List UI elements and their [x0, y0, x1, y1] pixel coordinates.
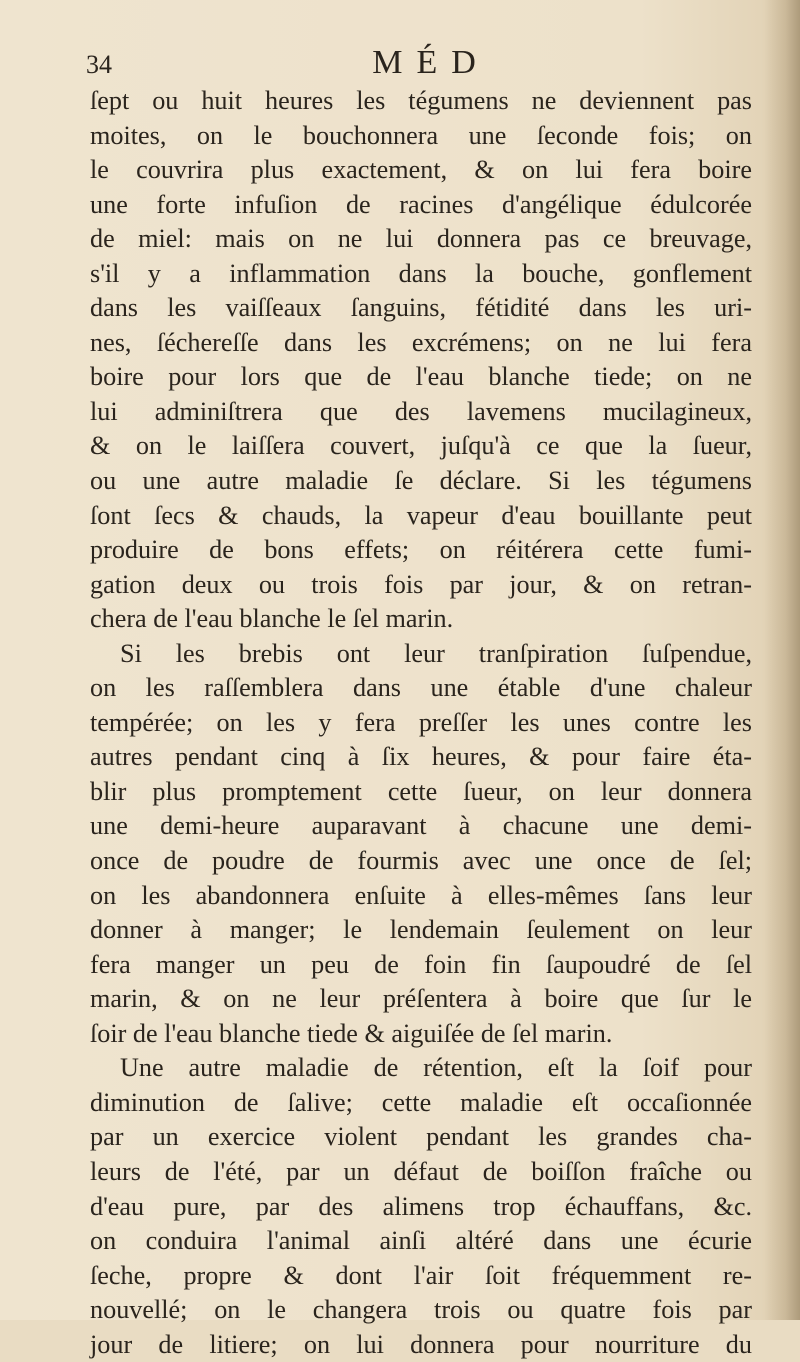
- text-line: tempérée; on les y fera preſſer les unes contre les: [90, 707, 752, 737]
- text-line: de miel: mais on ne lui donnera pas ce breuvage,: [90, 224, 752, 254]
- text-line: une demi-heure auparavant à chacune une demi-: [90, 811, 752, 841]
- page-header: [86, 44, 776, 88]
- text-line: on conduira l'animal ainſi altéré dans une écurie: [90, 1226, 752, 1256]
- text-line: le couvrira plus exactement, & on lui fera boire: [90, 155, 752, 185]
- text-line: marin, & on ne leur préſentera à boire que ſur le: [90, 984, 752, 1014]
- page-edge-shadow: [764, 0, 800, 1320]
- text-line: boire pour lors que de l'eau blanche tiede; on ne: [90, 362, 752, 392]
- text-line: autres pendant cinq à ſix heures, & pour faire éta-: [90, 742, 752, 772]
- text-line: nouvellé; on le changera trois ou quatre fois par: [90, 1295, 752, 1325]
- text-line: chera de l'eau blanche le ſel marin.: [90, 604, 454, 634]
- text-line: ſont ſecs & chauds, la vapeur d'eau bouillante peut: [90, 500, 752, 530]
- text-line: nes, ſéchereſſe dans les excrémens; on ne lui fera: [90, 327, 752, 357]
- text-line: Une autre maladie de rétention, eſt la ſoif pour: [120, 1053, 752, 1083]
- text-line: par un exercice violent pendant les grandes cha-: [90, 1122, 752, 1152]
- text-line: leurs de l'été, par un défaut de boiſſon fraîche ou: [90, 1156, 752, 1186]
- body-text: [90, 84, 752, 1362]
- text-line: d'eau pure, par des alimens trop échauffans, &c.: [90, 1191, 752, 1221]
- text-line: ſoir de l'eau blanche tiede & aiguiſée de ſel marin.: [90, 1018, 613, 1048]
- text-line: donner à manger; le lendemain ſeulement on leur: [90, 915, 752, 945]
- text-line: diminution de ſalive; cette maladie eſt occaſionnée: [90, 1087, 752, 1117]
- running-title: MÉD: [372, 44, 490, 81]
- text-line: blir plus promptement cette ſueur, on leur donnera: [90, 776, 752, 806]
- text-line: on les raſſemblera dans une étable d'une chaleur: [90, 673, 752, 703]
- text-line: lui adminiſtrera que des lavemens mucilagineux,: [90, 396, 752, 426]
- text-line: Si les brebis ont leur tranſpiration ſuſpendue,: [120, 638, 752, 668]
- text-line: dans les vaiſſeaux ſanguins, fétidité dans les uri-: [90, 293, 752, 323]
- text-line: on les abandonnera enſuite à elles-mêmes ſans leur: [90, 880, 752, 910]
- paragraph-2: [90, 637, 752, 1052]
- text-line: ſept ou huit heures les tégumens ne deviennent pas: [90, 86, 752, 115]
- text-line: gation deux ou trois fois par jour, & on retran-: [90, 569, 752, 599]
- text-line: produire de bons effets; on réitérera cette fumi-: [90, 535, 752, 565]
- text-line: once de poudre de fourmis avec une once de ſel;: [90, 846, 752, 876]
- text-line: une forte infuſion de racines d'angélique édulcorée: [90, 189, 752, 219]
- text-line: jour de litiere; on lui donnera pour nourriture du: [90, 1329, 752, 1359]
- paragraph-1: [90, 84, 752, 637]
- text-line: s'il y a inflammation dans la bouche, gonflement: [90, 258, 752, 288]
- paragraph-3: [90, 1051, 752, 1362]
- page-number: 34: [86, 50, 112, 79]
- text-line: moites, on le bouchonnera une ſeconde fois; on: [90, 120, 752, 150]
- text-line: fera manger un peu de foin fin ſaupoudré de ſel: [90, 949, 752, 979]
- text-line: ou une autre maladie ſe déclare. Si les tégumens: [90, 466, 752, 496]
- text-line: ſeche, propre & dont l'air ſoit fréquemment re-: [90, 1260, 752, 1290]
- text-line: & on le laiſſera couvert, juſqu'à ce que la ſueur,: [90, 431, 752, 461]
